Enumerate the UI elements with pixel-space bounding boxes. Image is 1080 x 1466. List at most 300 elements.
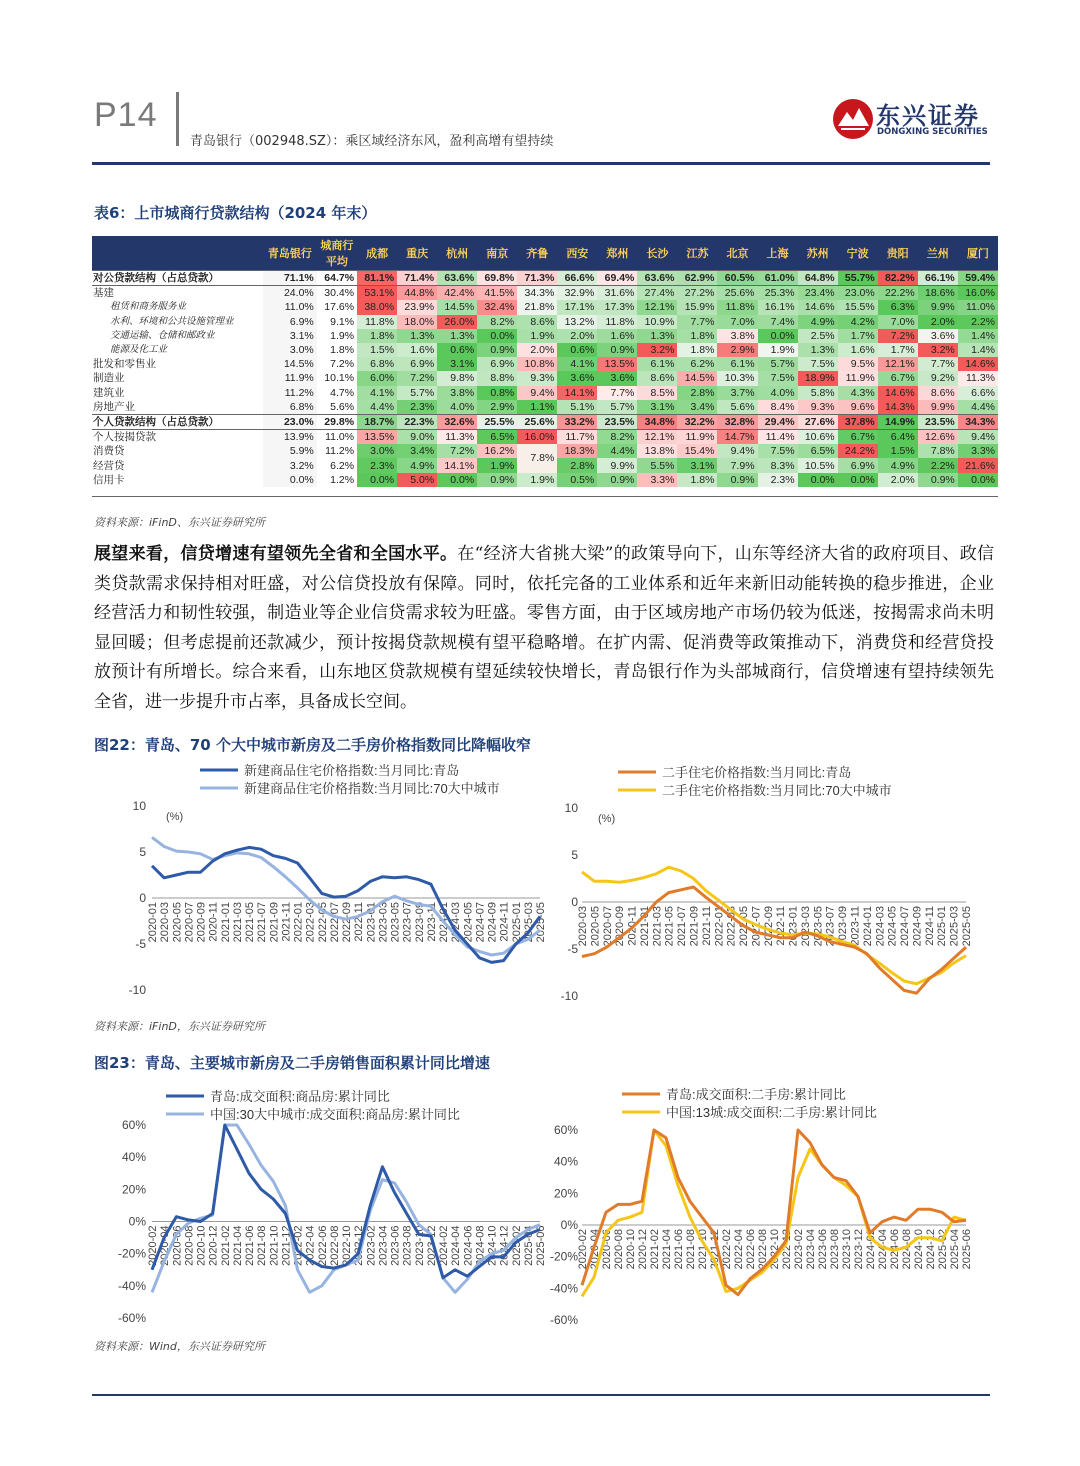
x-tick-label: 2023-09 bbox=[413, 902, 426, 943]
table-cell: 22.2% bbox=[878, 286, 918, 301]
x-tick-label: 2022-12 bbox=[353, 1225, 366, 1266]
table-cell: 12.6% bbox=[918, 430, 958, 445]
table-cell: 14.5% bbox=[263, 357, 317, 371]
column-header: 齐鲁 bbox=[517, 236, 557, 271]
y-tick-label: -20% bbox=[549, 1249, 578, 1264]
table-cell: 6.7% bbox=[838, 430, 878, 445]
table-cell: 3.3% bbox=[958, 444, 998, 458]
table-cell: 0.0% bbox=[357, 473, 397, 487]
x-tick-label: 2025-03 bbox=[948, 906, 961, 947]
x-tick-label: 2020-04 bbox=[159, 1225, 172, 1266]
x-tick-label: 2021-09 bbox=[688, 906, 701, 947]
table-cell: 2.3% bbox=[758, 473, 798, 487]
table-cell: 6.9% bbox=[397, 357, 437, 371]
table-cell: 4.0% bbox=[437, 400, 477, 415]
x-tick-label: 2022-08 bbox=[757, 1229, 769, 1270]
table-cell: 8.3% bbox=[758, 458, 798, 472]
company-logo-english: DONGXING SECURITIES bbox=[877, 127, 988, 137]
table-cell: 1.3% bbox=[798, 343, 838, 357]
footer-rule bbox=[92, 1394, 990, 1396]
row-label: 制造业 bbox=[93, 372, 125, 385]
table-row bbox=[92, 414, 998, 429]
table-cell: 23.9% bbox=[397, 300, 437, 314]
y-tick-label: 10 bbox=[132, 799, 146, 813]
table-cell: 11.3% bbox=[437, 430, 477, 445]
x-tick-label: 2023-04 bbox=[377, 1225, 390, 1266]
x-tick-label: 2021-01 bbox=[219, 902, 232, 943]
x-tick-label: 2021-04 bbox=[231, 1225, 244, 1266]
row-label: 对公贷款结构（占总贷款） bbox=[92, 271, 263, 286]
table-cell: 3.1% bbox=[263, 329, 317, 343]
legend-label: 青岛:成交面积:二手房:累计同比 bbox=[666, 1087, 846, 1102]
x-tick-label: 2022-02 bbox=[292, 1225, 305, 1266]
table-cell: 41.5% bbox=[477, 286, 517, 301]
table-cell: 9.2% bbox=[918, 371, 958, 385]
table-cell: 25.3% bbox=[758, 286, 798, 301]
table-cell: 18.7% bbox=[357, 414, 397, 429]
x-tick-label: 2021-07 bbox=[676, 906, 689, 947]
table-cell: 5.7% bbox=[758, 357, 798, 371]
x-tick-label: 2023-07 bbox=[824, 906, 837, 947]
x-tick-label: 2023-10 bbox=[413, 1225, 426, 1266]
x-tick-label: 2020-12 bbox=[637, 1229, 649, 1270]
table-cell: 1.8% bbox=[677, 473, 717, 487]
page-number-divider bbox=[176, 92, 179, 146]
y-tick-label: 10 bbox=[564, 801, 578, 815]
paragraph-body: 在“经济大省挑大梁”的政策导向下，山东等经济大省的政府项目、政信类贷款需求保持相对旺盛，对公信贷投放有保障。同时，依托完备的工业体系和近年来新旧动能转换的稳步推进，企业经营活力和韧性较强，制造业等企业信贷需求较为旺盛。零售方面，由于区域房地产市场仍较为低迷，按揭需求尚未明显回暖；但考虑提前还款减少，预计按揭贷款规模有望平稳略增。在扩内需、促消费等政策推动下，消费贷和经营贷投放预计有所增长。综合来看，山东地区贷款规模有望延续较快增长，青岛银行作为头部城商行，信贷增速有望持续领先全省，进一步提升市占率，具备成长空间。 bbox=[94, 544, 994, 712]
figure23-source: 资料来源：Wind，东兴证券研究所 bbox=[94, 1340, 265, 1353]
y-tick-label: 0 bbox=[571, 895, 578, 909]
table-cell: 5.6% bbox=[330, 400, 355, 413]
table-cell: 3.1% bbox=[637, 400, 677, 415]
table-cell: 1.6% bbox=[597, 329, 637, 343]
table-cell: 3.6% bbox=[918, 329, 958, 343]
table-cell: 0.8% bbox=[477, 386, 517, 400]
table-cell: 21.6% bbox=[958, 458, 998, 472]
table-cell: 2.2% bbox=[918, 458, 958, 472]
table-cell: 8.4% bbox=[758, 400, 798, 415]
table-cell: 1.2% bbox=[330, 473, 355, 486]
table-cell: 6.1% bbox=[717, 357, 757, 371]
table-row bbox=[92, 357, 998, 371]
table-cell: 81.1% bbox=[357, 271, 397, 286]
table-cell: 11.9% bbox=[838, 371, 878, 385]
table-cell: 12.1% bbox=[637, 300, 677, 314]
x-tick-label: 2024-05 bbox=[462, 902, 475, 943]
x-tick-label: 2025-03 bbox=[522, 902, 535, 943]
table-cell: 6.7% bbox=[878, 371, 918, 385]
x-tick-label: 2021-03 bbox=[231, 902, 244, 943]
table-cell: 25.5% bbox=[477, 414, 517, 429]
x-tick-label: 2022-05 bbox=[316, 902, 329, 943]
table-cell: 2.0% bbox=[517, 343, 557, 357]
table-cell: 69.8% bbox=[477, 271, 517, 286]
table-cell: 7.8% bbox=[918, 444, 958, 458]
x-tick-label: 2020-11 bbox=[626, 906, 639, 946]
x-tick-label: 2024-07 bbox=[899, 906, 912, 947]
table-cell: 14.7% bbox=[717, 430, 757, 445]
table-cell: 1.6% bbox=[397, 343, 437, 357]
x-tick-label: 2024-02 bbox=[438, 1225, 450, 1266]
table-cell: 6.5% bbox=[798, 444, 838, 458]
loan-structure-table bbox=[92, 236, 998, 487]
table-cell: 11.2% bbox=[325, 445, 355, 458]
table-cell: 2.0% bbox=[878, 473, 918, 487]
legend-label: 二手住宅价格指数:当月同比:青岛 bbox=[662, 765, 852, 780]
x-tick-label: 2021-12 bbox=[280, 1225, 293, 1266]
table-cell: 53.1% bbox=[357, 286, 397, 301]
table-cell: 4.9% bbox=[878, 458, 918, 472]
x-tick-label: 2020-05 bbox=[171, 902, 184, 943]
table-cell: 63.6% bbox=[437, 271, 477, 286]
table-cell: 11.0% bbox=[958, 300, 998, 314]
table-cell: 69.4% bbox=[597, 271, 637, 286]
x-tick-label: 2022-08 bbox=[328, 1225, 341, 1266]
x-tick-label: 2022-10 bbox=[341, 1225, 353, 1266]
table-cell: 34.3% bbox=[517, 286, 557, 301]
table-cell: 7.5% bbox=[758, 444, 798, 458]
table-cell: 7.8% bbox=[517, 444, 557, 472]
x-tick-label: 2023-09 bbox=[837, 906, 850, 947]
table-cell: 0.0% bbox=[798, 473, 838, 487]
table-cell: 3.0% bbox=[263, 343, 317, 357]
x-tick-label: 2024-03 bbox=[874, 906, 887, 947]
y-tick-label: 5 bbox=[571, 848, 578, 862]
table-cell: 4.4% bbox=[597, 444, 637, 458]
table-cell: 13.5% bbox=[357, 430, 397, 445]
x-tick-label: 2024-04 bbox=[450, 1225, 463, 1266]
table-cell: 0.9% bbox=[717, 473, 757, 487]
table-cell: 1.9% bbox=[330, 329, 355, 342]
table-cell: 4.2% bbox=[838, 315, 878, 329]
table-cell: 11.8% bbox=[717, 300, 757, 314]
table-cell: 21.8% bbox=[517, 300, 557, 314]
table-cell: 0.9% bbox=[597, 473, 637, 487]
column-header: 苏州 bbox=[798, 236, 838, 271]
table-cell: 0.0% bbox=[758, 329, 798, 343]
table-cell: 14.9% bbox=[878, 414, 918, 429]
table-cell: 3.7% bbox=[717, 386, 757, 400]
table-cell: 9.3% bbox=[517, 371, 557, 385]
x-tick-label: 2024-04 bbox=[877, 1229, 889, 1270]
table-cell: 2.0% bbox=[557, 329, 597, 343]
table-cell: 2.3% bbox=[357, 458, 397, 472]
table-row bbox=[92, 271, 998, 286]
table-cell: 4.1% bbox=[357, 386, 397, 400]
x-tick-label: 2024-09 bbox=[911, 906, 924, 947]
table-cell: 7.2% bbox=[397, 371, 437, 385]
table-cell: 23.0% bbox=[263, 414, 317, 429]
table-cell: 10.6% bbox=[798, 430, 838, 445]
table-cell: 0.9% bbox=[597, 343, 637, 357]
table-cell: 17.6% bbox=[324, 301, 355, 314]
series-line bbox=[582, 1130, 966, 1296]
table-cell: 1.4% bbox=[958, 343, 998, 357]
table-cell: 82.2% bbox=[878, 271, 918, 286]
column-header: 西安 bbox=[557, 236, 597, 271]
column-header bbox=[92, 236, 263, 271]
column-header: 江苏 bbox=[677, 236, 717, 271]
table-cell: 5.6% bbox=[717, 400, 757, 415]
table-cell: 0.0% bbox=[437, 473, 477, 487]
table-cell: 1.5% bbox=[878, 444, 918, 458]
table-cell: 13.2% bbox=[557, 315, 597, 329]
table-cell: 6.9% bbox=[838, 458, 878, 472]
x-tick-label: 2020-05 bbox=[589, 906, 602, 947]
x-tick-label: 2021-10 bbox=[268, 1225, 281, 1266]
table-cell: 37.8% bbox=[838, 414, 878, 429]
y-tick-label: -5 bbox=[135, 937, 146, 951]
y-tick-label: 40% bbox=[121, 1150, 146, 1165]
table-row bbox=[92, 386, 998, 400]
x-tick-label: 2022-09 bbox=[341, 902, 353, 943]
table-cell: 66.6% bbox=[557, 271, 597, 286]
table-cell: 9.4% bbox=[517, 386, 557, 400]
x-tick-label: 2025-02 bbox=[510, 1225, 523, 1266]
table-cell: 1.7% bbox=[838, 329, 878, 343]
x-tick-label: 2022-12 bbox=[781, 1229, 793, 1270]
table-cell: 9.6% bbox=[838, 400, 878, 415]
table-cell: 25.6% bbox=[717, 286, 757, 301]
table-cell: 6.8% bbox=[357, 357, 397, 371]
fig22-right-chart bbox=[548, 758, 988, 1008]
table-cell: 8.2% bbox=[597, 430, 637, 445]
table-cell: 32.6% bbox=[437, 414, 477, 429]
table-cell: 9.4% bbox=[958, 430, 998, 445]
x-tick-label: 2022-04 bbox=[304, 1225, 317, 1266]
x-tick-label: 2021-12 bbox=[709, 1229, 721, 1270]
table-cell: 17.3% bbox=[597, 300, 637, 314]
x-tick-label: 2023-11 bbox=[849, 906, 862, 946]
figure22-source: 资料来源：iFinD，东兴证券研究所 bbox=[94, 1020, 265, 1033]
legend-label: 新建商品住宅价格指数:当月同比:70大中城市 bbox=[244, 781, 500, 796]
column-header: 杭州 bbox=[437, 236, 477, 271]
column-header: 青岛银行 bbox=[263, 236, 317, 271]
table-row bbox=[92, 444, 998, 458]
table-cell: 1.3% bbox=[397, 329, 437, 343]
table-cell: 14.6% bbox=[798, 300, 838, 314]
table-cell: 63.6% bbox=[637, 271, 677, 286]
table-cell: 8.8% bbox=[477, 371, 517, 385]
table-cell: 1.9% bbox=[477, 458, 517, 472]
x-tick-label: 2023-08 bbox=[829, 1229, 841, 1270]
table-cell: 4.1% bbox=[557, 357, 597, 371]
table-cell: 27.4% bbox=[637, 286, 677, 301]
table-cell: 0.9% bbox=[477, 343, 517, 357]
table-cell: 7.4% bbox=[758, 315, 798, 329]
table-cell: 61.0% bbox=[758, 271, 798, 286]
table-cell: 2.5% bbox=[798, 329, 838, 343]
y-tick-label: -40% bbox=[549, 1281, 578, 1296]
table-cell: 34.8% bbox=[637, 414, 677, 429]
table-cell: 7.0% bbox=[878, 315, 918, 329]
x-tick-label: 2021-04 bbox=[661, 1229, 673, 1270]
table-cell: 6.9% bbox=[477, 357, 517, 371]
x-tick-label: 2025-05 bbox=[535, 902, 547, 943]
x-tick-label: 2023-07 bbox=[401, 902, 414, 943]
legend-label: 二手住宅价格指数:当月同比:70大中城市 bbox=[662, 783, 892, 798]
table-cell: 32.2% bbox=[677, 414, 717, 429]
x-tick-label: 2025-01 bbox=[936, 906, 949, 947]
x-tick-label: 2023-05 bbox=[812, 906, 825, 947]
table-cell: 4.4% bbox=[357, 400, 397, 415]
table-cell: 6.3% bbox=[878, 300, 918, 314]
table-cell: 1.5% bbox=[357, 343, 397, 357]
table-cell: 15.4% bbox=[677, 444, 717, 458]
table-cell: 7.7% bbox=[677, 315, 717, 329]
x-tick-label: 2025-02 bbox=[937, 1229, 949, 1270]
table-cell: 7.5% bbox=[798, 357, 838, 371]
table-cell: 2.9% bbox=[717, 343, 757, 357]
table-cell: 18.0% bbox=[397, 315, 437, 329]
table-cell: 0.0% bbox=[958, 473, 998, 487]
x-tick-label: 2022-11 bbox=[775, 906, 788, 946]
x-tick-label: 2020-10 bbox=[195, 1225, 208, 1266]
x-tick-label: 2025-06 bbox=[961, 1229, 973, 1270]
x-tick-label: 2021-05 bbox=[663, 906, 676, 947]
table-cell: 13.9% bbox=[263, 430, 317, 445]
table-cell: 44.8% bbox=[397, 286, 437, 301]
table-cell: 64.7% bbox=[317, 271, 357, 286]
x-tick-label: 2020-11 bbox=[207, 902, 220, 942]
table-cell: 14.1% bbox=[437, 458, 477, 472]
table-cell: 9.8% bbox=[437, 371, 477, 385]
x-tick-label: 2024-09 bbox=[486, 902, 499, 943]
x-tick-label: 2020-09 bbox=[195, 902, 208, 943]
table-cell: 23.4% bbox=[798, 286, 838, 301]
table-cell: 8.5% bbox=[637, 386, 677, 400]
figure23-title: 图23：青岛、主要城市新房及二手房销售面积累计同比增速 bbox=[94, 1054, 490, 1072]
x-tick-label: 2021-08 bbox=[685, 1229, 697, 1270]
legend-label: 中国:30大中城市:成交面积:商品房:累计同比 bbox=[210, 1107, 460, 1122]
column-header: 城商行 平均 bbox=[317, 236, 357, 271]
x-tick-label: 2020-10 bbox=[625, 1229, 637, 1270]
table-cell: 6.4% bbox=[878, 430, 918, 445]
legend-label: 青岛:成交面积:商品房:累计同比 bbox=[210, 1089, 390, 1104]
table-cell: 10.8% bbox=[517, 357, 557, 371]
x-tick-label: 2023-03 bbox=[799, 906, 812, 947]
x-tick-label: 2024-03 bbox=[450, 902, 463, 943]
table-cell: 5.7% bbox=[597, 400, 637, 415]
table-cell: 4.4% bbox=[958, 400, 998, 415]
x-tick-label: 2023-10 bbox=[841, 1229, 853, 1270]
x-tick-label: 2021-01 bbox=[638, 906, 651, 947]
table-cell: 1.4% bbox=[958, 329, 998, 343]
table-cell: 1.1% bbox=[517, 400, 557, 415]
x-tick-label: 2020-08 bbox=[613, 1229, 625, 1270]
table-cell: 2.0% bbox=[918, 315, 958, 329]
x-tick-label: 2021-11 bbox=[700, 906, 713, 946]
legend-label: 新建商品住宅价格指数:当月同比:青岛 bbox=[244, 763, 460, 778]
table-cell: 11.4% bbox=[758, 430, 798, 445]
x-tick-label: 2023-06 bbox=[389, 1225, 402, 1266]
table-cell: 10.1% bbox=[324, 372, 355, 385]
table-cell: 17.1% bbox=[557, 300, 597, 314]
table-cell: 15.9% bbox=[677, 300, 717, 314]
x-tick-label: 2021-09 bbox=[268, 902, 281, 943]
x-tick-label: 2021-08 bbox=[256, 1225, 269, 1266]
y-tick-label: -10 bbox=[560, 989, 578, 1003]
table-cell: 15.5% bbox=[838, 300, 878, 314]
x-tick-label: 2021-02 bbox=[649, 1229, 661, 1270]
table-cell: 3.2% bbox=[263, 458, 317, 472]
table-cell: 6.6% bbox=[958, 386, 998, 400]
table-cell: 10.5% bbox=[798, 458, 838, 472]
table-cell: 3.3% bbox=[637, 473, 677, 487]
x-tick-label: 2022-01 bbox=[292, 902, 305, 943]
column-header: 重庆 bbox=[397, 236, 437, 271]
x-tick-label: 2022-02 bbox=[721, 1229, 733, 1270]
y-tick-label: 20% bbox=[121, 1182, 146, 1197]
table-cell: 1.3% bbox=[637, 329, 677, 343]
x-tick-label: 2023-01 bbox=[787, 906, 800, 947]
table-cell: 7.5% bbox=[758, 371, 798, 385]
header-rule bbox=[92, 162, 990, 165]
x-tick-label: 2022-10 bbox=[769, 1229, 781, 1270]
x-tick-label: 2022-01 bbox=[713, 906, 726, 947]
table-cell: 1.8% bbox=[677, 343, 717, 357]
table-cell: 60.5% bbox=[717, 271, 757, 286]
table-cell: 32.9% bbox=[557, 286, 597, 301]
table-cell: 26.0% bbox=[437, 315, 477, 329]
table-cell: 1.6% bbox=[838, 343, 878, 357]
table-cell: 23.5% bbox=[918, 414, 958, 429]
row-label: 能源及化工业 bbox=[110, 344, 168, 356]
table-cell: 5.0% bbox=[397, 473, 437, 487]
table-cell: 42.4% bbox=[437, 286, 477, 301]
table-cell: 8.6% bbox=[637, 371, 677, 385]
table-cell: 8.6% bbox=[517, 315, 557, 329]
row-label: 租赁和商务服务业 bbox=[110, 301, 187, 313]
x-tick-label: 2025-01 bbox=[510, 902, 523, 943]
x-tick-label: 2020-07 bbox=[601, 906, 614, 947]
x-tick-label: 2020-09 bbox=[614, 906, 627, 947]
table-cell: 10.3% bbox=[717, 371, 757, 385]
table-cell: 9.3% bbox=[798, 400, 838, 415]
table-cell: 27.2% bbox=[677, 286, 717, 301]
table-cell: 11.7% bbox=[557, 430, 597, 445]
x-tick-label: 2020-06 bbox=[601, 1229, 613, 1270]
x-tick-label: 2022-07 bbox=[750, 906, 763, 947]
x-tick-label: 2022-03 bbox=[304, 902, 317, 943]
x-tick-label: 2021-02 bbox=[219, 1225, 232, 1266]
x-tick-label: 2022-03 bbox=[725, 906, 738, 947]
table-cell: 6.9% bbox=[263, 315, 317, 329]
y-tick-label: -60% bbox=[117, 1311, 146, 1325]
table-cell: 4.3% bbox=[838, 386, 878, 400]
table-cell: 25.6% bbox=[517, 414, 557, 429]
table-cell: 0.9% bbox=[477, 473, 517, 487]
paragraph-lead: 展望来看，信贷增速有望领先全省和全国水平。 bbox=[94, 544, 458, 564]
table-cell: 3.1% bbox=[437, 357, 477, 371]
table-row bbox=[92, 343, 998, 357]
table-cell: 18.3% bbox=[557, 444, 597, 458]
table-row bbox=[92, 473, 998, 487]
x-tick-label: 2025-05 bbox=[961, 906, 973, 947]
table-cell: 9.9% bbox=[918, 300, 958, 314]
table-cell: 23.5% bbox=[597, 414, 637, 429]
table-cell: 14.3% bbox=[878, 400, 918, 415]
table-cell: 1.8% bbox=[677, 329, 717, 343]
x-tick-label: 2021-05 bbox=[244, 902, 256, 943]
table-cell: 0.6% bbox=[557, 343, 597, 357]
table-bottom-rule bbox=[92, 496, 998, 497]
table-cell: 1.3% bbox=[437, 329, 477, 343]
table-title: 表6：上市城商行贷款结构（2024 年末） bbox=[94, 204, 377, 222]
table-row bbox=[92, 286, 998, 301]
table-cell: 24.2% bbox=[838, 444, 878, 458]
table-cell: 0.0% bbox=[263, 473, 317, 487]
